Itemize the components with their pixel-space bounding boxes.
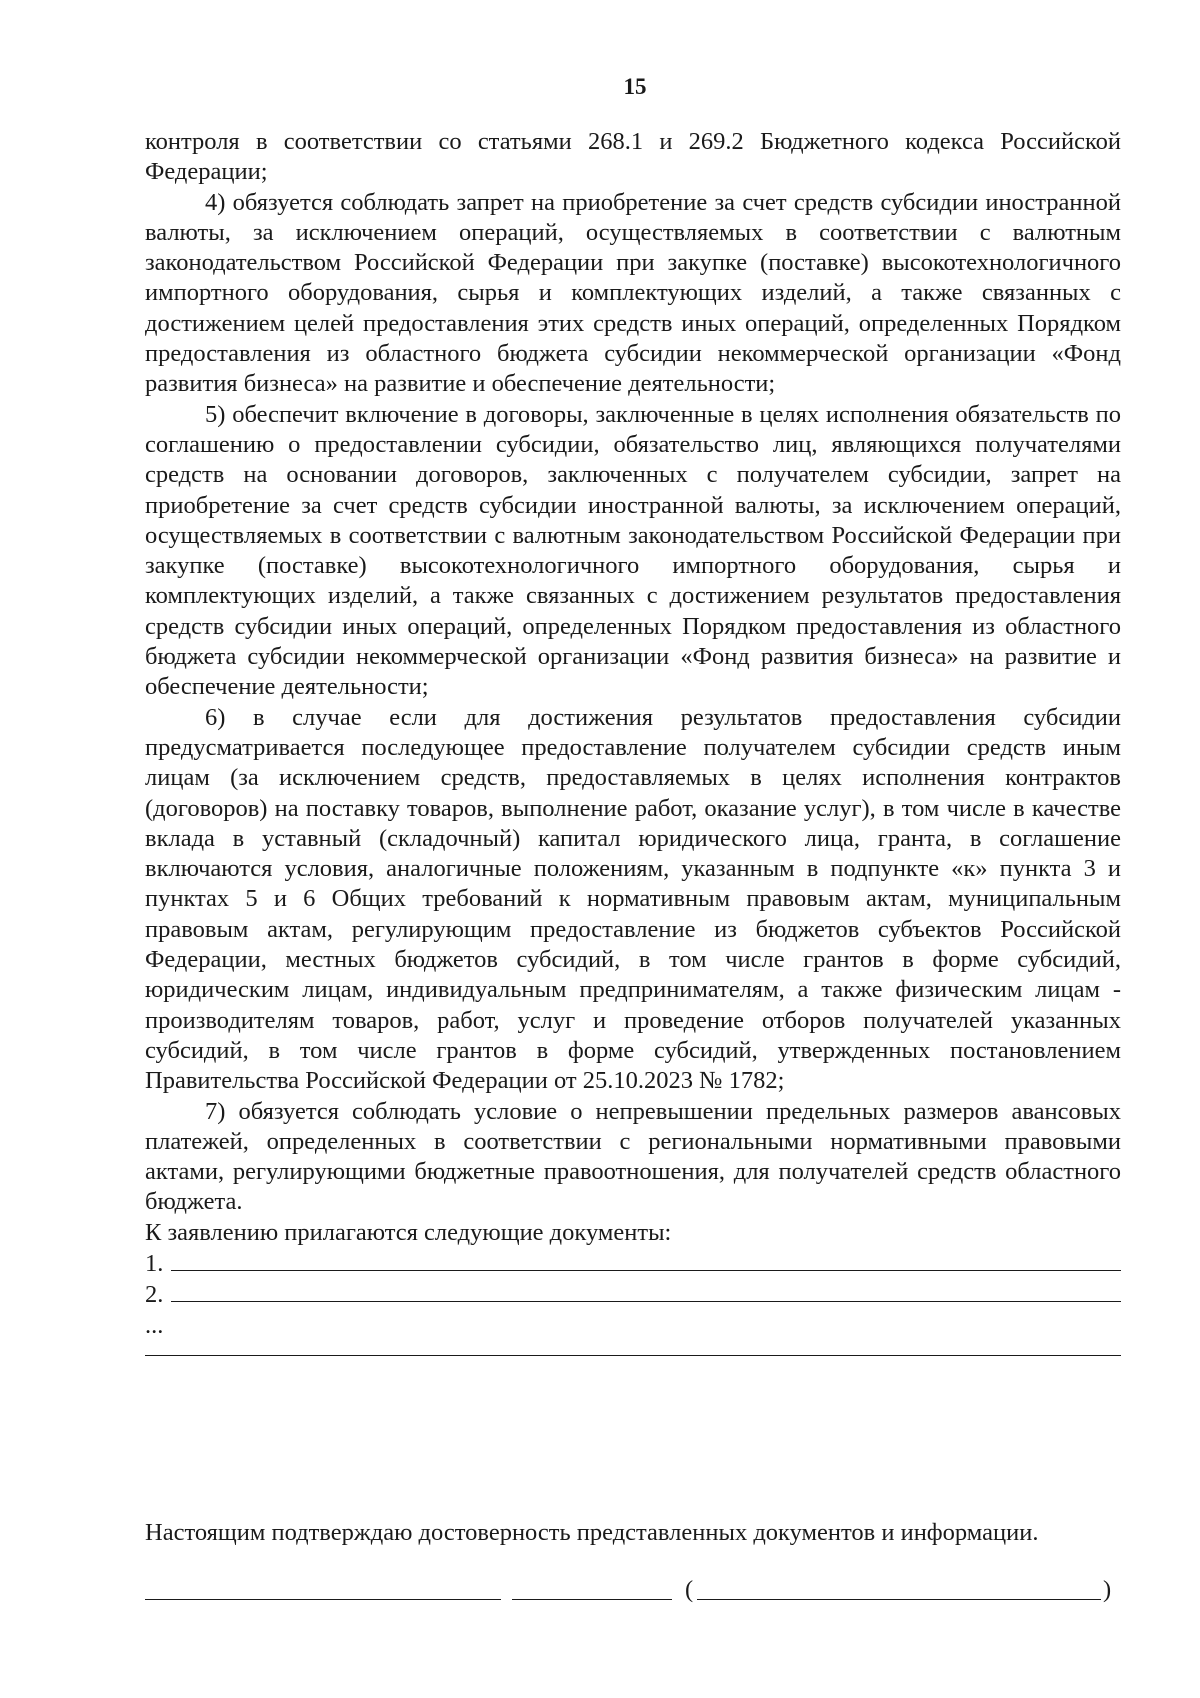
signature-blank-position [145, 1599, 501, 1600]
page-number: 15 [623, 74, 647, 99]
attachment-blank-rule [145, 1355, 1121, 1356]
paragraph-continuation: контроля в соответствии со статьями 268.1 и 269.2 Бюджетного кодекса Российской Федерации; [145, 128, 1121, 186]
signature-row [145, 1570, 1121, 1606]
attachments-intro: К заявлению прилагаются следующие документы: [145, 1218, 672, 1246]
signature-open-paren: ( [685, 1576, 694, 1603]
paragraph-item-7: 7) обязуется соблюдать условие о непревышении предельных размеров авансовых платежей, определенных в соответствии с региональными нормативными правовыми актами, регулирующими бюджетные правоотношения, для получателей средств областного бюджета. [145, 1097, 1121, 1216]
paragraph-item-4: 4) обязуется соблюдать запрет на приобретение за счет средств субсидии иностранной валюты, за исключением операций, осуществляемых в соответствии с валютным законодательством Российской Федерации при закупке (поставке) высокотехнологичного импортного оборудования, сырья и комплектующих изделий, а также связанных с достижением целей предоставления этих средств иных операций, определенных Порядком предоставления из областного бюджета субсидии некоммерческой организации «Фонд развития бизнеса» на развитие и обеспечение деятельности; [145, 188, 1121, 398]
attachment-line-2 [145, 1279, 1121, 1310]
signature-close-paren: ) [1103, 1576, 1112, 1603]
paragraph-item-6: 6) в случае если для достижения результатов предоставления субсидии предусматривается последующее предоставление получателем субсидии средств иным лицам (за исключением средств, предоставляемых в целях исполнения контрактов (договоров) на поставку товаров, выполнение работ, оказание услуг), в том числе в качестве вклада в уставный (складочный) капитал юридического лица, гранта, в соглашение включаются условия, аналогичные положениям, указанным в подпункте «к» пункта 3 и пунктах 5 и 6 Общих требований к нормативным правовым актам, муниципальным правовым актам, регулирующим предоставление из бюджетов субъектов Российской Федерации, местных бюджетов субсидий, в том числе грантов в форме субсидий, юридическим лицам, индивидуальным предпринимателям, а также физическим лицам - производителям товаров, работ, услуг и проведение отборов получателей указанных субсидий, в том числе грантов в форме субсидий, утвержденных постановлением Правительства Российской Федерации от 25.10.2023 № 1782; [145, 703, 1121, 1095]
paragraph-item-5: 5) обеспечит включение в договоры, заключенные в целях исполнения обязательств по соглашению о предоставлении субсидии, обязательство лиц, являющихся получателями средств на основании договоров, заключенных с получателем субсидии, запрет на приобретение за счет средств субсидии иностранной валюты, за исключением операций, осуществляемых в соответствии с валютным законодательством Российской Федерации при закупке (поставке) высокотехнологичного импортного оборудования, сырья и комплектующих изделий, а также связанных с достижением результатов предоставления средств субсидии иных операций, определенных Порядком предоставления из областного бюджета субсидии некоммерческой организации «Фонд развития бизнеса» на развитие и обеспечение деятельности; [145, 400, 1121, 701]
attachment-number: 2. [145, 1281, 164, 1309]
document-body [145, 127, 1121, 1356]
confirmation-statement: Настоящим подтверждаю достоверность представленных документов и информации. [145, 1519, 1039, 1546]
attachment-blank-field [171, 1248, 1121, 1271]
attachment-number: 1. [145, 1249, 164, 1277]
attachment-line-1 [145, 1248, 1121, 1279]
attachment-ellipsis: ... [145, 1311, 164, 1339]
signature-blank-name [697, 1599, 1101, 1600]
signature-blank-sign [512, 1599, 672, 1600]
attachment-blank-field [171, 1279, 1121, 1302]
